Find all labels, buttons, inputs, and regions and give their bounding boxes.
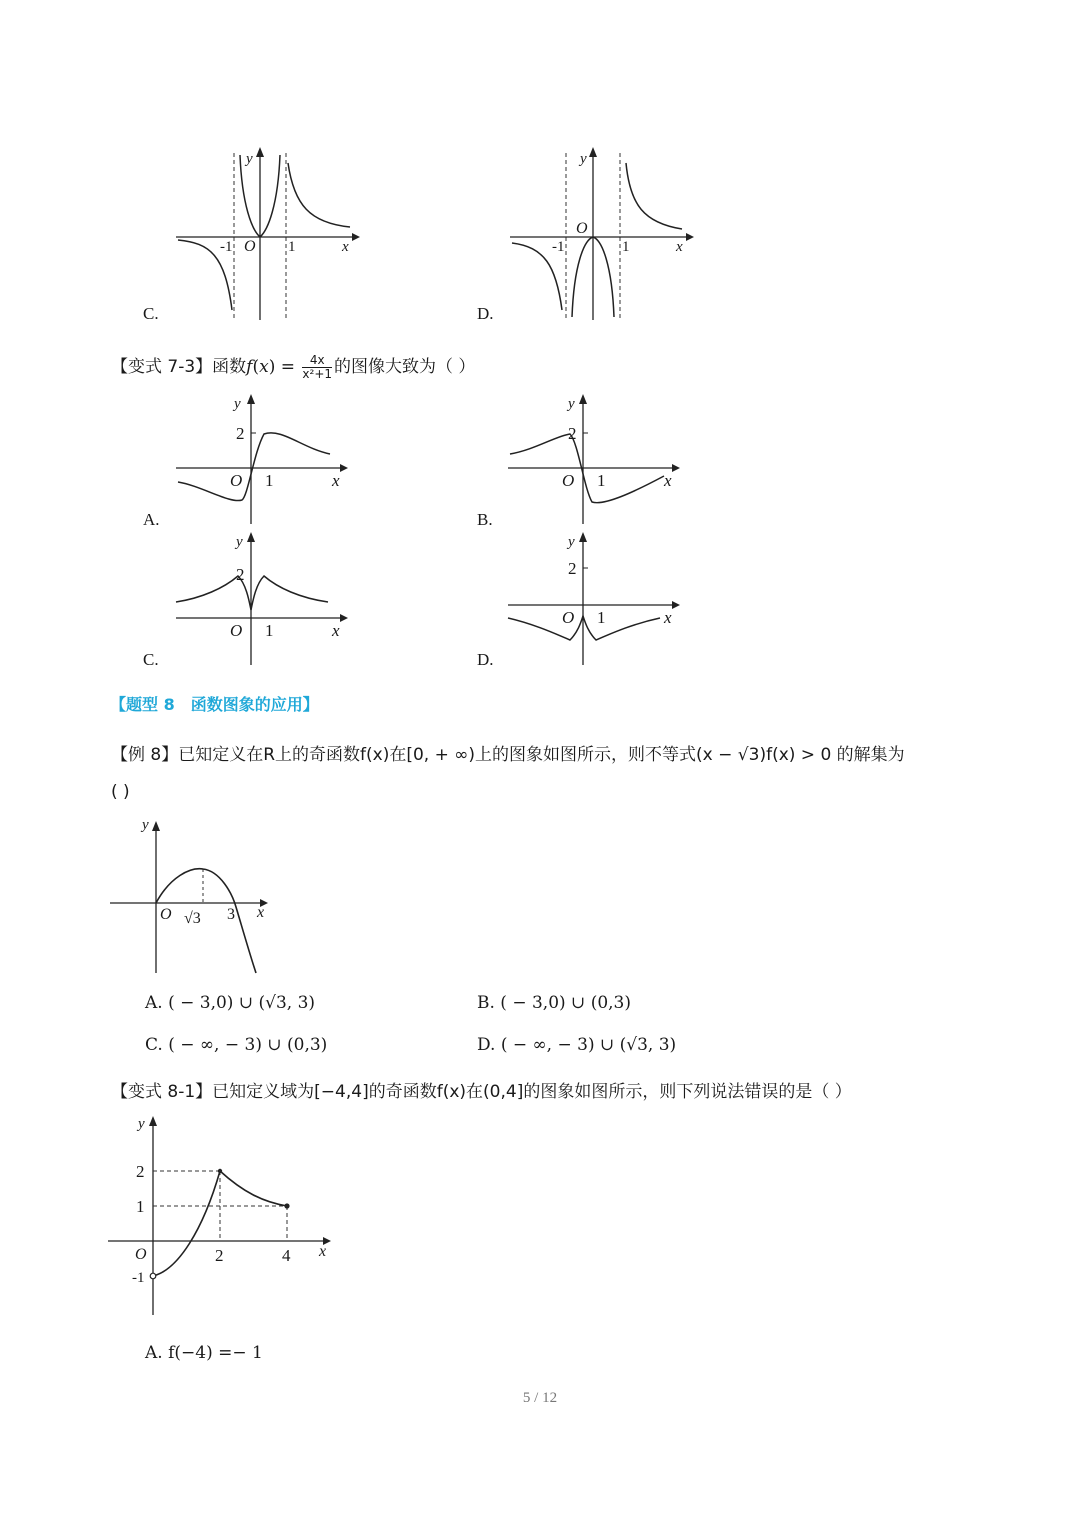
- func-var: x: [259, 357, 269, 377]
- section-heading: 【题型 8 函数图象的应用】: [110, 695, 319, 714]
- y-label: y: [234, 396, 241, 412]
- option-d-label: D.: [477, 650, 494, 669]
- origin-label: O: [135, 1246, 147, 1263]
- y-label: y: [246, 151, 253, 167]
- x-four-label: 4: [282, 1246, 291, 1265]
- x-label: x: [332, 471, 340, 490]
- two-label: 2: [236, 565, 245, 584]
- sqrt3-label: √3: [184, 910, 201, 927]
- option-c-label: C.: [143, 304, 159, 323]
- denominator: x²+1: [302, 366, 333, 381]
- variant-8-1-question: [111, 1077, 852, 1102]
- y-label: y: [138, 1116, 145, 1132]
- origin-label: O: [230, 621, 243, 640]
- numerator: 4x: [302, 354, 332, 368]
- x-label: x: [676, 239, 683, 255]
- one-label: 1: [265, 621, 274, 640]
- example-tag: 【例 8】: [111, 745, 179, 765]
- origin-label: O: [562, 608, 575, 627]
- neg-one-label: -1: [220, 239, 233, 255]
- two-label: 2: [136, 1162, 145, 1181]
- origin-label: O: [244, 238, 256, 255]
- example-text: 已知定义在R上的奇函数f(x)在[0, + ∞)上的图象如图所示，则不等式(x − √3)f(x) > 0 的解集为: [178, 745, 905, 765]
- one-label: 1: [288, 239, 296, 255]
- option-c-label: C.: [143, 650, 159, 669]
- graph-7-3-d: [504, 530, 694, 665]
- two-label: 2: [236, 424, 245, 443]
- one-label: 1: [136, 1197, 145, 1216]
- neg-one-label: -1: [132, 1270, 145, 1286]
- question-tag: 【变式 7-3】: [111, 357, 213, 377]
- graph-7-2-d: [504, 145, 694, 325]
- one-label: 1: [265, 471, 274, 490]
- question-suffix: 的图像大致为（ ）: [334, 357, 476, 377]
- x-label: x: [664, 608, 672, 627]
- x-label: x: [257, 904, 265, 921]
- question-7-3: 【变式 7-3】函数f(x) = $\frac{4x}{\text{x²+1}}$ 的图像大致为（ ）: [111, 352, 476, 381]
- fraction: [302, 354, 332, 381]
- x-label: x: [319, 1243, 327, 1260]
- option-b: B. ( − 3,0) ∪ (0,3): [477, 993, 632, 1013]
- x-label: x: [664, 471, 672, 490]
- variant-text: 已知定义域为[−4,4]的奇函数f(x)在(0,4]的图象如图所示，则下列说法错误的是（ ）: [212, 1082, 852, 1102]
- graph-7-3-c: [172, 530, 352, 665]
- y-label: y: [568, 396, 575, 412]
- variant-tag: 【变式 8-1】: [111, 1082, 213, 1102]
- option-b-label: B.: [477, 510, 493, 529]
- origin-label: O: [160, 906, 172, 923]
- y-label: y: [142, 817, 149, 833]
- option-d-label: D.: [477, 304, 494, 323]
- x-two-label: 2: [215, 1246, 224, 1265]
- three-label: 3: [227, 906, 235, 923]
- equals-sign: =: [275, 357, 301, 377]
- origin-label: O: [562, 471, 575, 490]
- option-a: A. f(−4) =− 1: [145, 1343, 263, 1363]
- y-label: y: [580, 151, 587, 167]
- neg-one-label: -1: [552, 239, 565, 255]
- page-number: 5 / 12: [522, 1390, 558, 1406]
- graph-7-2-c: [170, 145, 360, 325]
- y-label: y: [568, 534, 575, 550]
- example-8-blank: ( ): [111, 782, 130, 802]
- graph-7-3-b: [504, 392, 694, 527]
- x-label: x: [332, 621, 340, 640]
- one-label: 1: [597, 608, 606, 627]
- graph-example-8: [110, 815, 280, 975]
- example-8-question: [111, 740, 905, 765]
- graph-variant-8-1: [108, 1110, 338, 1320]
- origin-label: O: [230, 471, 243, 490]
- option-a: A. ( − 3,0) ∪ (√3, 3): [145, 993, 316, 1013]
- graph-7-3-a: [172, 392, 352, 527]
- x-label: x: [342, 239, 349, 255]
- question-prefix: 函数: [212, 357, 247, 377]
- origin-label: O: [576, 220, 588, 237]
- option-c: C. ( − ∞, − 3) ∪ (0,3): [145, 1035, 328, 1055]
- two-label: 2: [568, 424, 577, 443]
- y-label: y: [236, 534, 243, 550]
- one-label: 1: [622, 239, 630, 255]
- option-d: D. ( − ∞, − 3) ∪ (√3, 3): [477, 1035, 677, 1055]
- two-label: 2: [568, 559, 577, 578]
- option-a-label: A.: [143, 510, 160, 529]
- func-name: f: [246, 357, 253, 377]
- one-label: 1: [597, 471, 606, 490]
